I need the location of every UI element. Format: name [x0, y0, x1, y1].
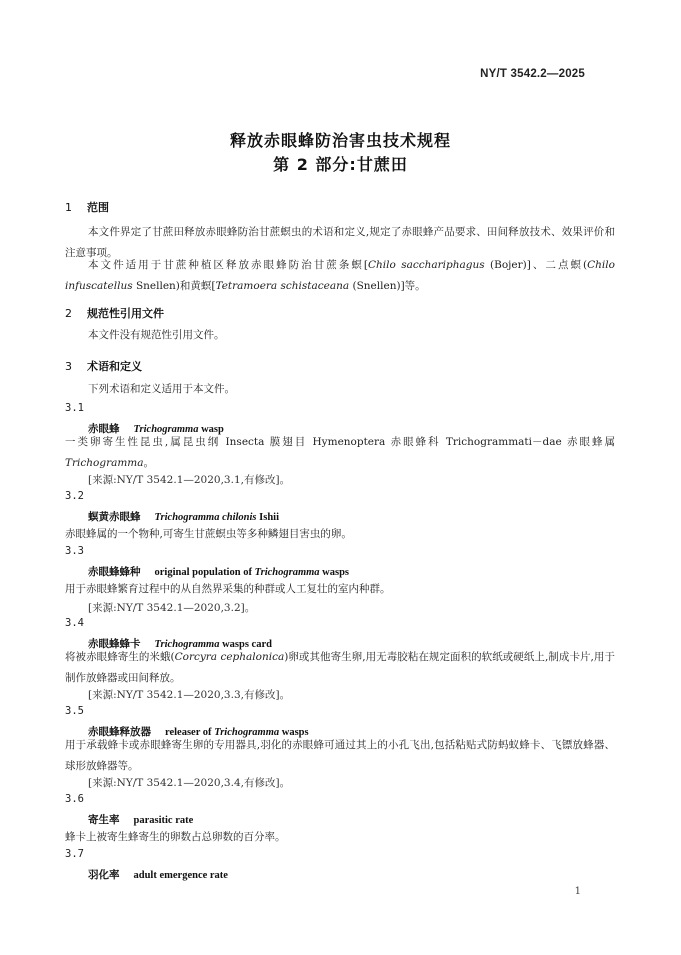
species-name: Chilo sacchariphagus: [368, 259, 485, 271]
term-zh: 寄生率: [88, 814, 120, 826]
term-en-head: original population of: [154, 567, 255, 578]
standard-number: NY/T 3542.2—2025: [480, 68, 585, 80]
doc-title: 释放赤眼蜂防治害虫技术规程: [229, 131, 451, 150]
term-entry: [88, 509, 279, 524]
text-run: Snellen)和黄螟[: [132, 280, 216, 292]
term-number: 3.5: [65, 705, 84, 717]
section-title: 规范性引用文件: [87, 307, 164, 320]
term-zh: 赤眼蜂蜂种: [88, 566, 141, 578]
text-run: 。: [143, 457, 155, 469]
term-en-tail: wasps: [279, 727, 309, 738]
term-definition: [65, 647, 615, 689]
term-zh: 羽化率: [88, 869, 120, 881]
term-number: 3.3: [65, 545, 84, 557]
term-number: 3.7: [65, 848, 84, 860]
term-entry: [88, 867, 228, 882]
term-source: [来源:NY/T 3542.1—2020,3.2]。: [88, 602, 256, 614]
term-definition: 用于承载蜂卡或赤眼蜂寄生卵的专用器具,羽化的赤眼蜂可通过其上的小孔飞出,包括粘贴式防蚂蚁蜂卡、飞镖放蜂器、球形放蜂器等。: [65, 739, 615, 772]
species-name: Tetramoera schistaceana: [215, 280, 350, 292]
term-number: 3.2: [65, 490, 84, 502]
species-name: Corcyra cephalonica: [174, 651, 285, 663]
section-2-heading: [65, 305, 164, 321]
term-en-italic: Trichogramma: [254, 567, 320, 578]
term-en: parasitic rate: [133, 815, 194, 826]
term-en-italic: Trichogramma: [133, 424, 199, 435]
term-number: 3.6: [65, 793, 84, 805]
term-source: [来源:NY/T 3542.1—2020,3.4,有修改]。: [88, 777, 291, 789]
term-en-italic: Trichogramma: [214, 727, 280, 738]
term-en-tail: Ishii: [256, 512, 279, 523]
term-en-tail: wasp: [198, 424, 224, 435]
text-run: 将被赤眼蜂寄生的米蛾(: [65, 651, 175, 663]
section-2-paragraph: 本文件没有规范性引用文件。: [88, 329, 225, 341]
section-title: 术语和定义: [87, 360, 142, 373]
term-number: 3.4: [65, 617, 84, 629]
text-run: 一类卵寄生性昆虫,属昆虫纲 Insecta 膜翅目 Hymenoptera 赤眼蜂科 Trichogrammati－dae 赤眼蜂属: [65, 436, 615, 448]
term-en-tail: wasps card: [219, 639, 272, 650]
term-en-italic: Trichogramma chilonis: [154, 512, 257, 523]
section-3-heading: [65, 358, 142, 374]
section-number: 2: [65, 307, 72, 320]
term-en: adult emergence rate: [133, 870, 228, 881]
term-en-italic: Trichogramma: [154, 639, 220, 650]
term-zh: 赤眼蜂释放器: [88, 726, 151, 738]
term-en-head: releaser of: [165, 727, 215, 738]
term-definition: [65, 432, 615, 474]
term-en: [155, 567, 350, 578]
term-definition: 用于赤眼蜂繁育过程中的从自然界采集的种群或人工复壮的室内种群。: [65, 583, 391, 595]
section-1-paragraph-2: [65, 255, 615, 297]
section-number: 1: [65, 201, 72, 214]
term-number: 3.1: [65, 402, 84, 414]
term-source: [来源:NY/T 3542.1—2020,3.3,有修改]。: [88, 689, 291, 701]
section-title: 范围: [87, 201, 109, 214]
doc-subtitle: 第 2 部分:甘蔗田: [273, 155, 408, 174]
term-definition: 蜂卡上被寄生蜂寄生的卵数占总卵数的百分率。: [65, 831, 286, 843]
term-en: [155, 512, 280, 523]
text-run: (Snellen)]等。: [349, 280, 426, 292]
section-number: 3: [65, 360, 72, 373]
text-run: 本文件适用于甘蔗种植区释放赤眼蜂防治甘蔗条螟[: [88, 259, 368, 271]
section-1-paragraph-1: 本文件界定了甘蔗田释放赤眼蜂防治甘蔗螟虫的术语和定义,规定了赤眼蜂产品要求、田间释放技术、效果评价和注意事项。: [65, 226, 615, 259]
page-number: 1: [574, 886, 581, 897]
text-run: )卵或其他寄生卵,用无毒胶粘在规定面积的软纸或硬纸上,制成卡片,用于制作放蜂器或田间释放。: [65, 651, 615, 684]
term-zh: 赤眼蜂: [88, 423, 120, 435]
term-entry: [88, 564, 349, 579]
term-source: [来源:NY/T 3542.1—2020,3.1,有修改]。: [88, 474, 291, 486]
section-1-heading: [65, 199, 109, 215]
section-3-intro: 下列术语和定义适用于本文件。: [88, 383, 235, 395]
text-run: (Bojer)]、二点螟(: [484, 259, 588, 271]
term-definition: 赤眼蜂属的一个物种,可寄生甘蔗螟虫等多种鳞翅目害虫的卵。: [65, 528, 352, 540]
species-name: Chilo infuscatellus: [65, 259, 615, 292]
term-entry: [88, 812, 193, 827]
term-zh: 螟黄赤眼蜂: [88, 511, 141, 523]
genus-name: Trichogramma: [65, 457, 144, 469]
term-zh: 赤眼蜂蜂卡: [88, 638, 141, 650]
term-en-tail: wasps: [319, 567, 350, 578]
